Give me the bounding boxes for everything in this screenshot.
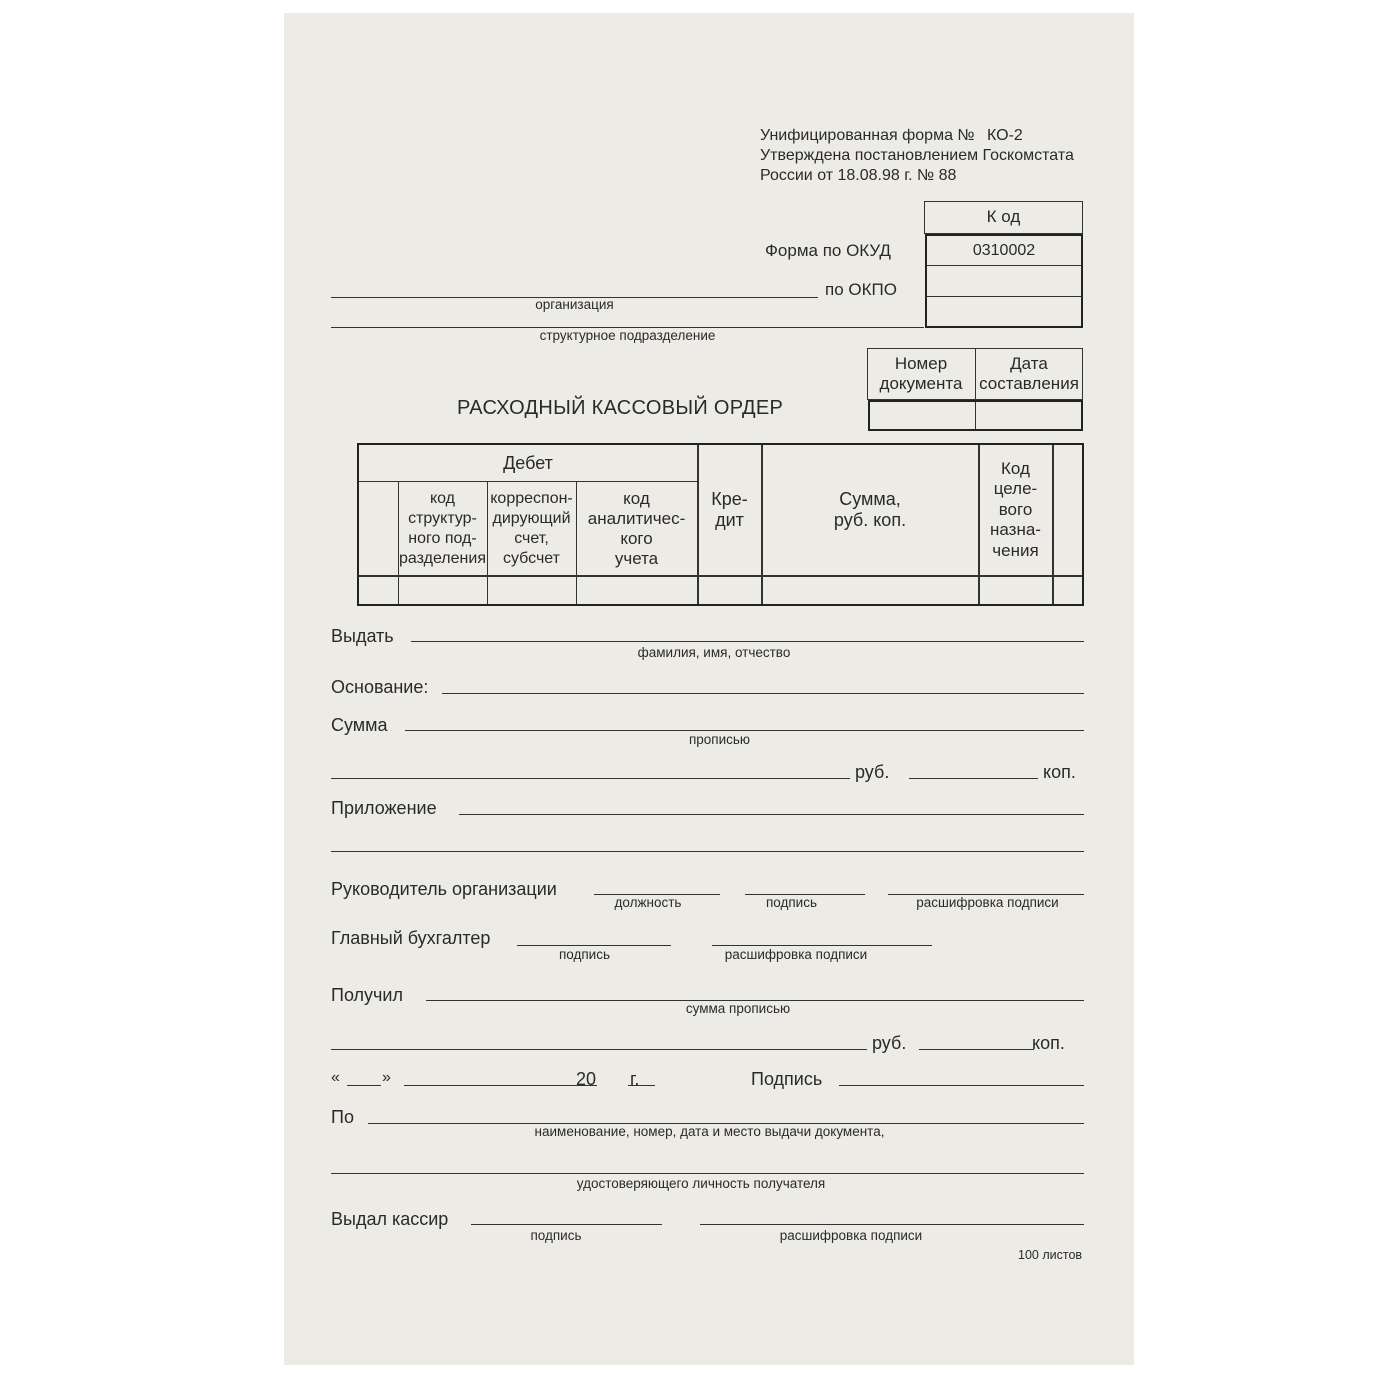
sum-rub-line[interactable] [331, 778, 850, 779]
col-corresponding-account: корреспон- дирующий счет, субсчет [490, 489, 573, 567]
approval-date-line: России от 18.08.98 г. № 88 [760, 167, 957, 184]
head-signature-caption: подпись [765, 895, 818, 910]
organization-caption: организация [535, 297, 614, 312]
sum-kop-label: коп. [1043, 762, 1076, 782]
doc-date-value[interactable] [977, 402, 1081, 429]
form-number-label: Унифицированная форма № [760, 127, 975, 144]
attachment-label: Приложение [331, 798, 437, 818]
received-kop-label: коп. [1032, 1033, 1065, 1053]
table-header-bottom [359, 575, 1082, 577]
id-document-caption-1: наименование, номер, дата и место выдачи документа, [534, 1124, 885, 1139]
attachment-line-2[interactable] [331, 851, 1084, 852]
cashier-decode-caption: расшифровка подписи [779, 1228, 923, 1243]
okud-label: Форма по ОКУД [765, 241, 891, 260]
attachment-line[interactable] [459, 814, 1084, 815]
table-cell[interactable] [577, 578, 697, 604]
table-cell[interactable] [488, 578, 576, 604]
issue-label: Выдать [331, 626, 394, 646]
okpo-label: по ОКПО [825, 280, 897, 299]
date-year-suffix: г. [630, 1069, 640, 1089]
issue-caption: фамилия, имя, отчество [637, 645, 791, 660]
date-open-quote: « [331, 1069, 340, 1086]
col-sum: Сумма, руб. коп. [833, 489, 907, 530]
signature-line[interactable] [839, 1085, 1084, 1086]
doc-number-header: Номер документа [879, 353, 963, 393]
chief-decode-line[interactable] [712, 945, 932, 946]
col-analytic-code: код аналитичес- кого учета [587, 488, 686, 568]
head-label: Руководитель организации [331, 879, 557, 899]
sheet-count: 100 листов [1018, 1248, 1083, 1262]
sum-label: Сумма [331, 715, 388, 735]
issue-line[interactable] [411, 641, 1084, 642]
col-purpose-code: Код целе- вого назна- чения [990, 458, 1041, 560]
received-rub-label: руб. [872, 1033, 907, 1053]
approval-line: Утверждена постановлением Госкомстата [760, 147, 1074, 164]
okpo-value[interactable] [927, 266, 1081, 296]
sum-rub-label: руб. [855, 762, 890, 782]
doc-number-value[interactable] [870, 402, 974, 429]
received-rub-line[interactable] [331, 1049, 867, 1050]
sum-kop-line[interactable] [909, 778, 1038, 779]
head-decode-caption: расшифровка подписи [916, 895, 1059, 910]
id-document-line-2[interactable] [331, 1173, 1084, 1174]
okud-value[interactable]: 0310002 [972, 241, 1036, 259]
extra-code-value[interactable] [927, 297, 1081, 326]
head-position-caption: должность [614, 895, 682, 910]
date-close-quote: » [382, 1069, 391, 1086]
document-title: РАСХОДНЫЙ КАССОВЫЙ ОРДЕР [457, 397, 784, 419]
date-day-line[interactable] [347, 1085, 381, 1086]
table-col-divider [1052, 445, 1054, 604]
signature-label: Подпись [751, 1069, 823, 1089]
cashier-label: Выдал кассир [331, 1209, 449, 1229]
table-cell[interactable] [763, 578, 978, 604]
department-caption: структурное подразделение [539, 328, 716, 343]
chief-decode-caption: расшифровка подписи [724, 947, 868, 962]
cashier-decode-line[interactable] [700, 1224, 1084, 1225]
cashier-signature-caption: подпись [530, 1228, 582, 1243]
table-cell[interactable] [399, 578, 487, 604]
chief-signature-line[interactable] [517, 945, 671, 946]
sum-line[interactable] [405, 730, 1084, 731]
form-number-code: КО-2 [987, 127, 1023, 144]
date-year-prefix: 20 [576, 1069, 597, 1089]
sum-caption: прописью [688, 732, 751, 747]
chief-signature-caption: подпись [558, 947, 611, 962]
id-document-caption-2: удостоверяющего личность получателя [576, 1176, 826, 1191]
table-cell[interactable] [699, 578, 761, 604]
col-credit: Кре- дит [711, 489, 748, 530]
received-label: Получил [331, 985, 403, 1005]
codes-header: К од [986, 207, 1021, 227]
cashier-signature-line[interactable] [471, 1224, 662, 1225]
by-document-label: По [331, 1107, 354, 1127]
doc-date-header: Дата составления [979, 353, 1079, 393]
debit-header: Дебет [503, 452, 553, 473]
received-caption: сумма прописью [685, 1001, 791, 1016]
col-structural-unit: код структур- ного под- разделения [399, 489, 486, 567]
table-cell[interactable] [359, 578, 398, 604]
chief-accountant-label: Главный бухгалтер [331, 928, 491, 948]
received-kop-line[interactable] [919, 1049, 1034, 1050]
basis-label: Основание: [331, 677, 429, 697]
table-cell[interactable] [980, 578, 1052, 604]
basis-line[interactable] [442, 693, 1084, 694]
date-month-line[interactable] [404, 1085, 597, 1086]
